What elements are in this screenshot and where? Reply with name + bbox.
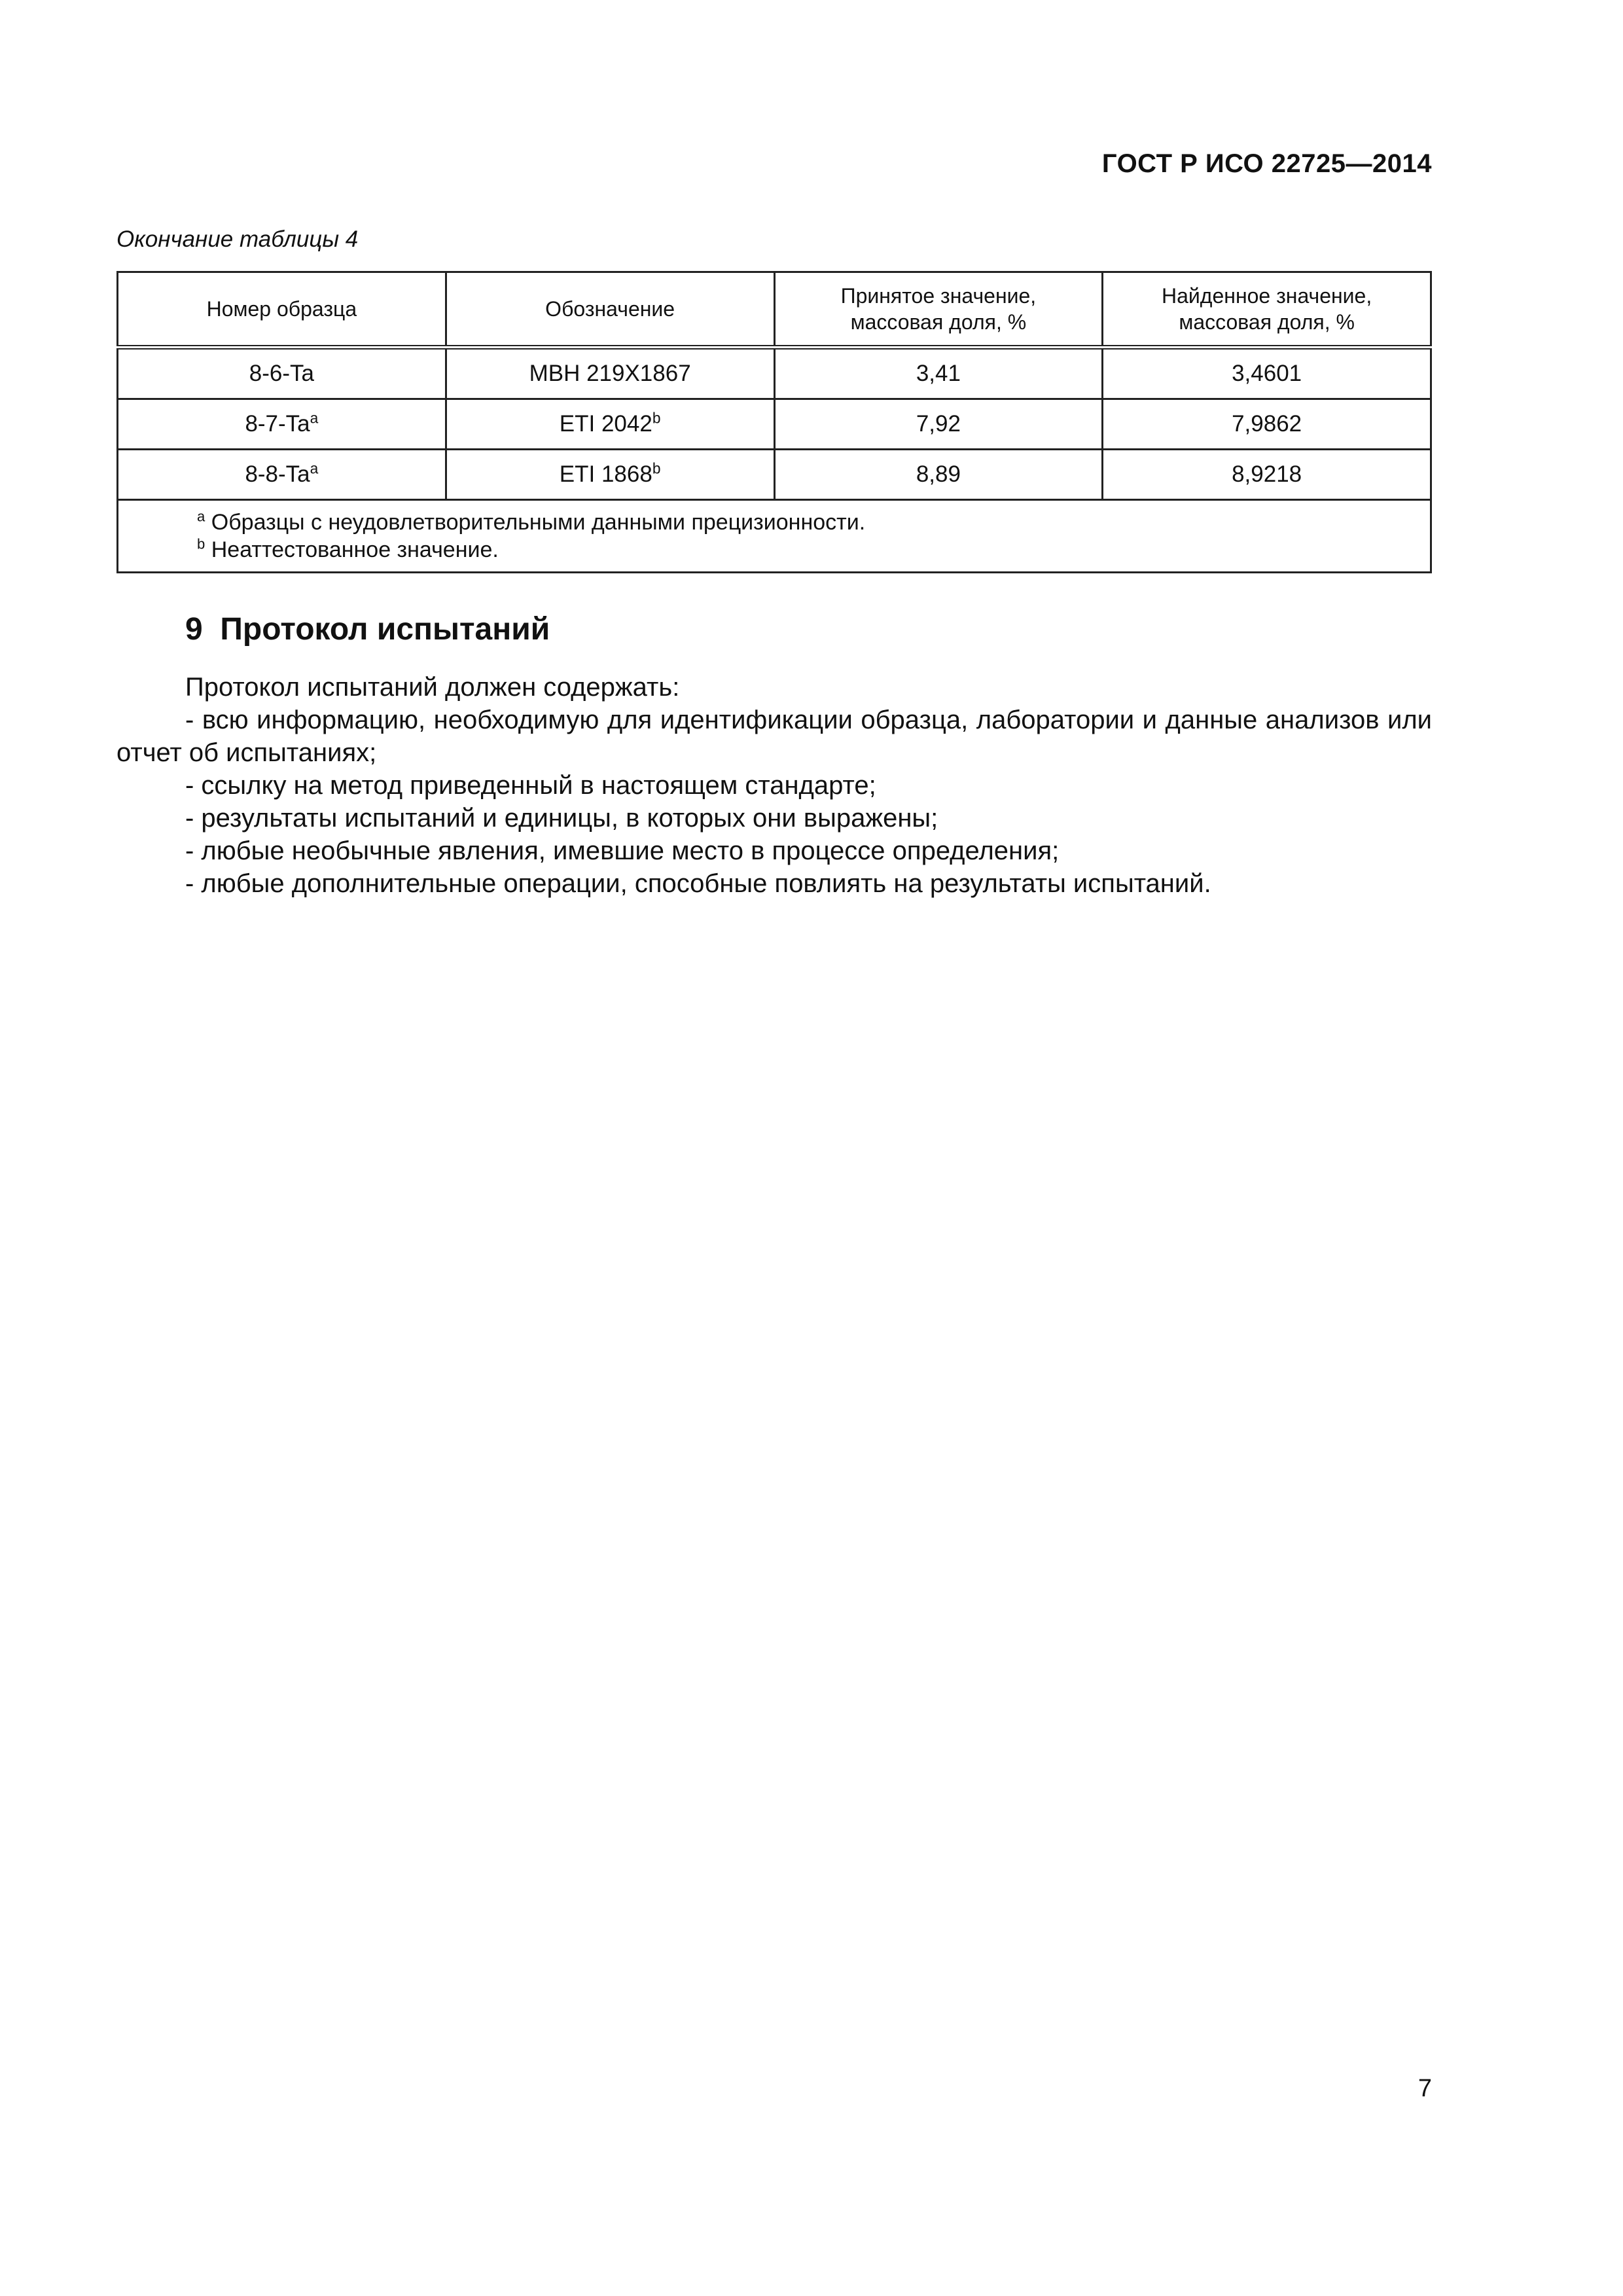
cell-accepted-value: 7,92 bbox=[774, 399, 1103, 450]
table-row bbox=[118, 399, 1431, 450]
footnote-mark: a bbox=[310, 459, 319, 477]
table-note: $^a$ Образцы с неудовлетворительными данными прецизионности. bbox=[197, 508, 866, 535]
table-header-row bbox=[118, 272, 1431, 348]
cell-found-value: 8,9218 bbox=[1103, 450, 1431, 500]
list-item: - всю информацию, необходимую для идентификации образца, лаборатории и данные анализов или отчет об испытаниях; bbox=[116, 706, 1432, 767]
cell-accepted-value: 8,89 bbox=[774, 450, 1103, 500]
section-title: 9 Протокол испытаний bbox=[185, 612, 550, 647]
column-header-designation: Обозначение bbox=[446, 272, 774, 348]
column-header-found-value: Найденное значение, массовая доля, % bbox=[1103, 272, 1431, 348]
list-item: - ссылку на метод приведенный в настоящем стандарте; bbox=[185, 771, 876, 800]
footnote-mark: a bbox=[197, 508, 205, 525]
paragraph: Протокол испытаний должен содержать: bbox=[185, 673, 680, 702]
cell-designation: ETI 2042$^b$ bbox=[446, 399, 774, 450]
cell-designation: MBH 219X1867 bbox=[446, 348, 774, 399]
cell-found-value: 3,4601 bbox=[1103, 348, 1431, 399]
column-header-accepted-value: Принятое значение, массовая доля, % bbox=[774, 272, 1103, 348]
table-note: $^b$ Неаттестованное значение. bbox=[197, 535, 499, 562]
cell-sample-number: 8-7-Ta$^a$ bbox=[118, 399, 446, 450]
table-notes bbox=[118, 500, 1431, 573]
footnote-mark: b bbox=[197, 535, 205, 552]
list-item: - результаты испытаний и единицы, в которых они выражены; bbox=[185, 804, 938, 833]
list-item: - любые необычные явления, имевшие место в процессе определения; bbox=[185, 836, 1060, 865]
cell-sample-number: 8-8-Ta$^a$ bbox=[118, 450, 446, 500]
table-row bbox=[118, 450, 1431, 500]
page-number: 7 bbox=[1418, 2075, 1432, 2102]
footnote-mark: b bbox=[652, 409, 661, 427]
section-body bbox=[116, 671, 1432, 900]
results-table bbox=[116, 271, 1432, 573]
list-item: - любые дополнительные операции, способные повлиять на результаты испытаний. bbox=[185, 869, 1211, 898]
cell-accepted-value: 3,41 bbox=[774, 348, 1103, 399]
cell-sample-number: 8-6-Ta bbox=[118, 348, 446, 399]
cell-designation: ETI 1868$^b$ bbox=[446, 450, 774, 500]
table-caption: Окончание таблицы 4 bbox=[116, 226, 359, 252]
footnote-mark: b bbox=[652, 459, 661, 477]
cell-found-value: 7,9862 bbox=[1103, 399, 1431, 450]
table-row bbox=[118, 348, 1431, 399]
footnote-mark: a bbox=[310, 409, 319, 427]
document-code: ГОСТ Р ИСО 22725—2014 bbox=[1101, 149, 1432, 178]
table-notes-row bbox=[118, 500, 1431, 573]
column-header-sample-number: Номер образца bbox=[118, 272, 446, 348]
